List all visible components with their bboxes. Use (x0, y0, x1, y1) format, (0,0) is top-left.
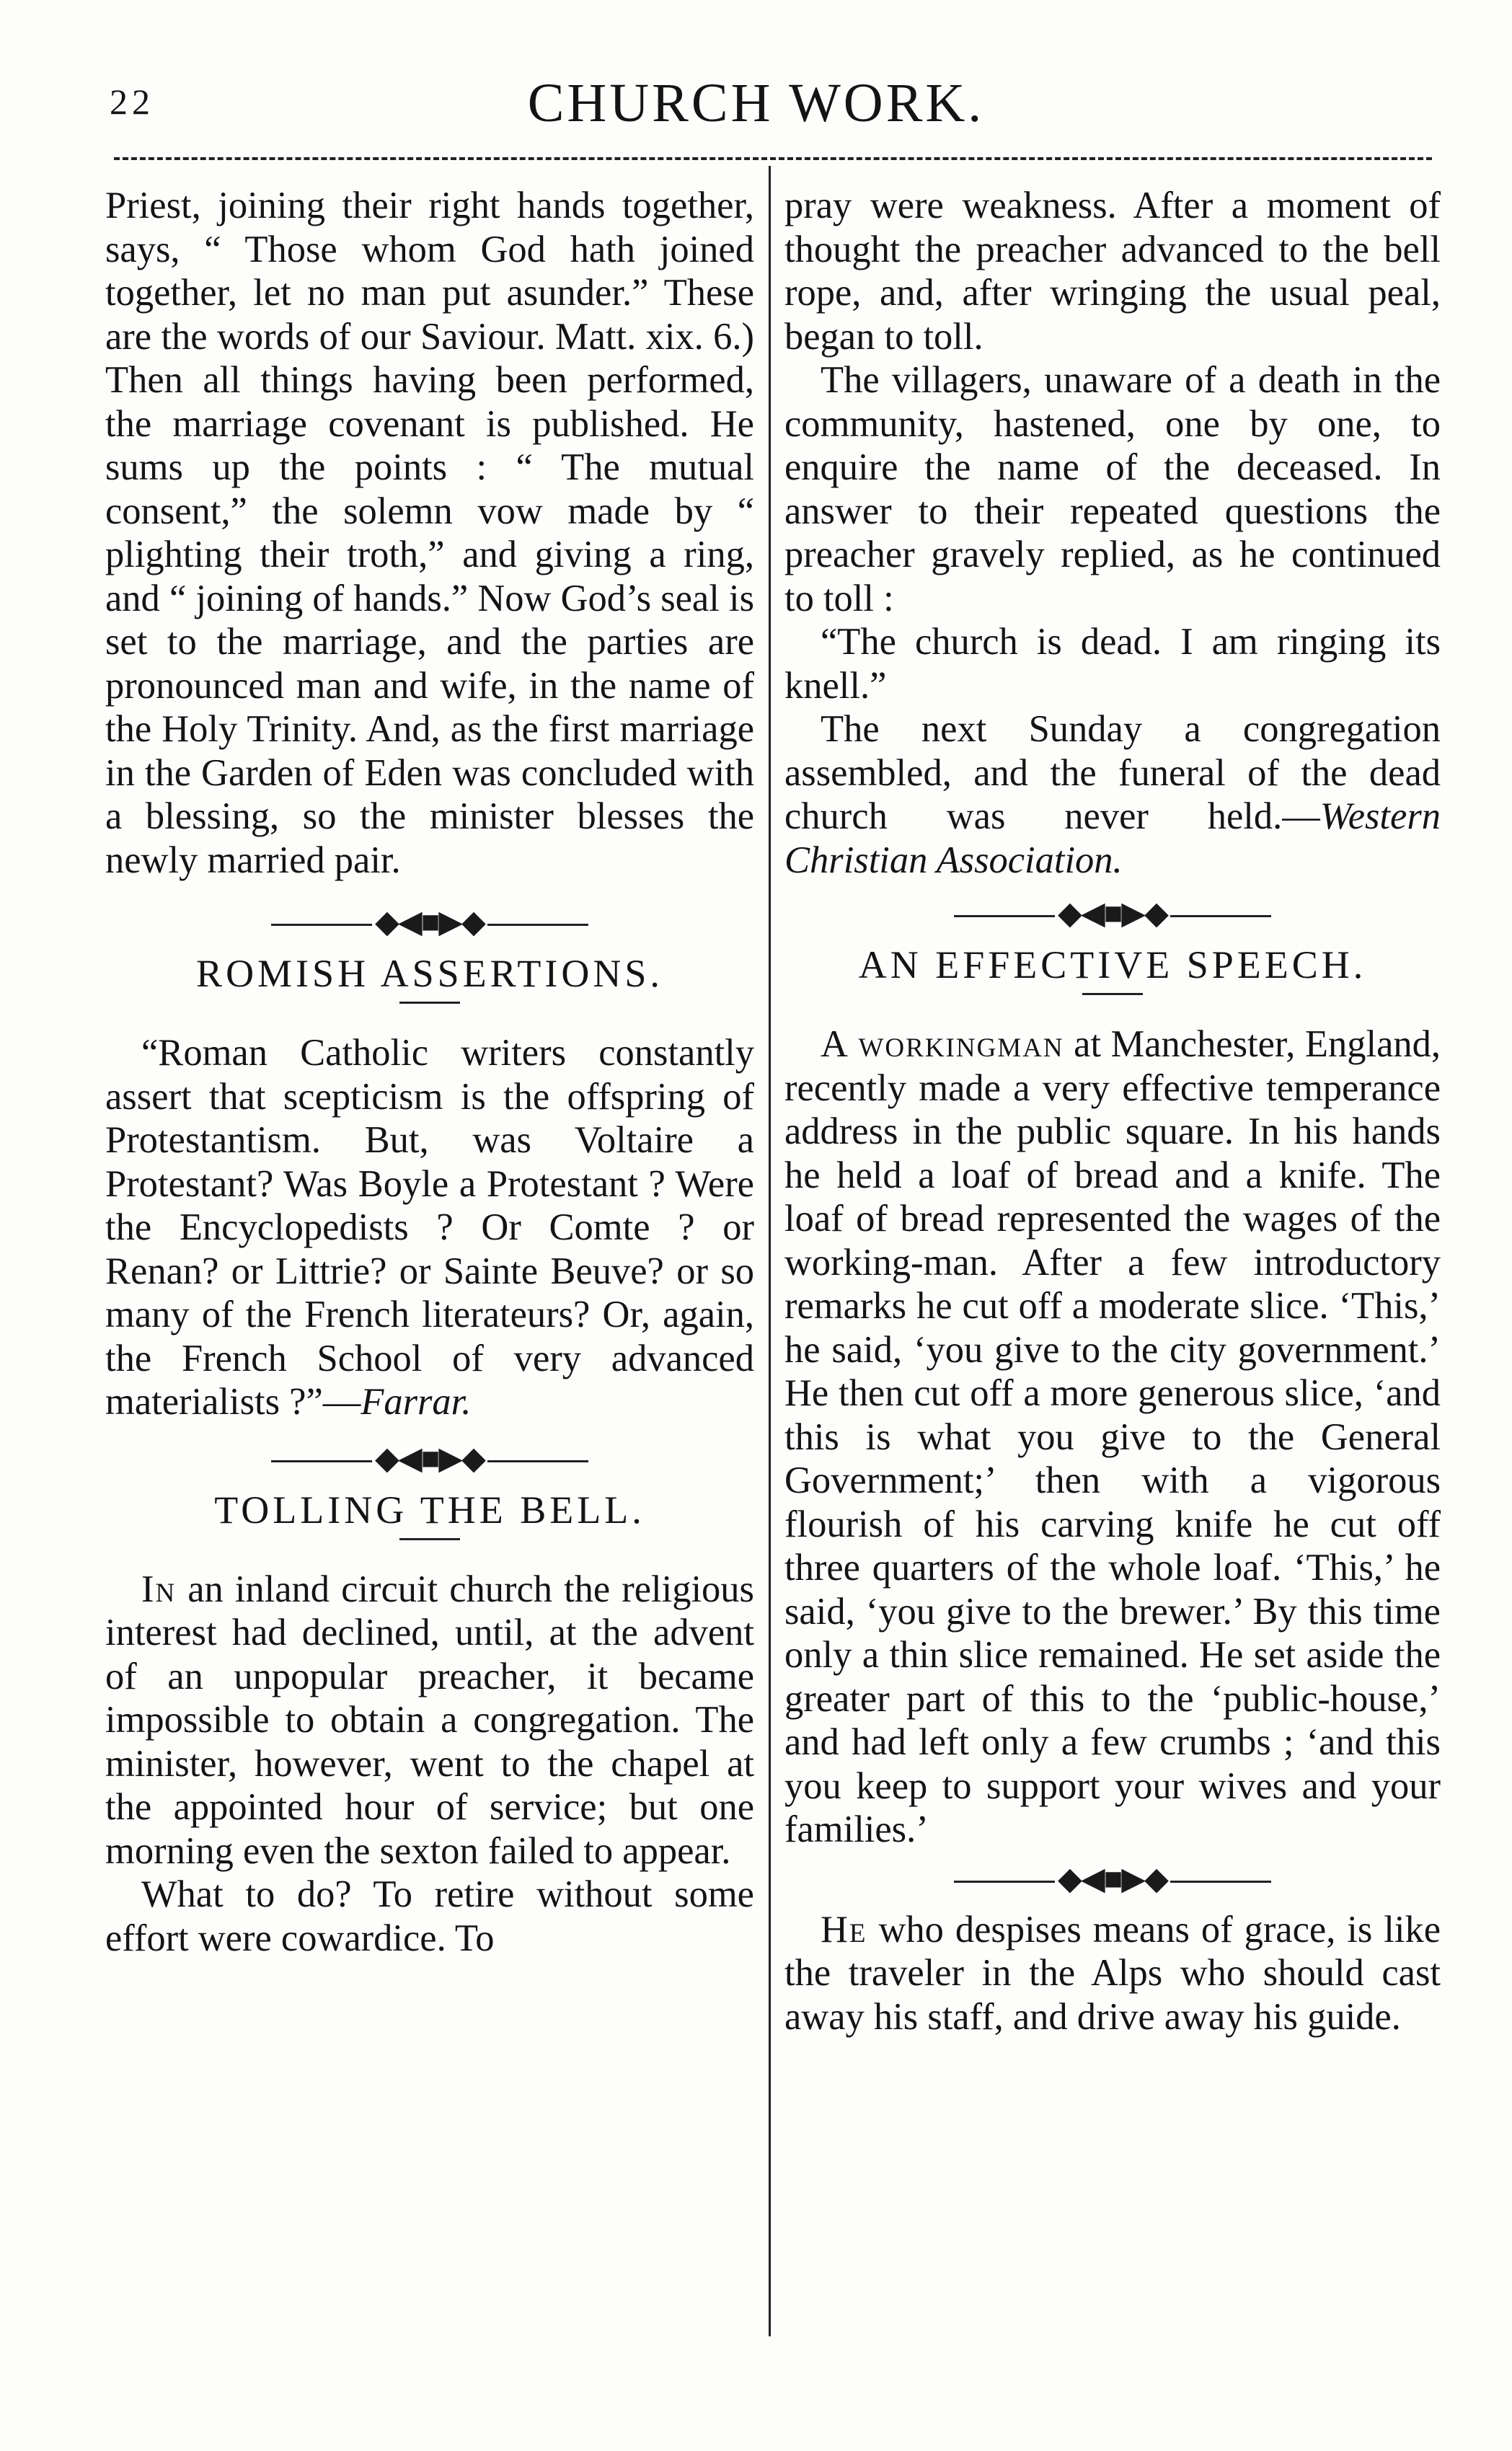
tolling-text-1: an inland circuit church the religious interest had declined, until, at the advent of an unpopular preacher, it became impossible to obtain a congregation. The minister, however, went to the chapel at the appointed hour of service; but one morning even the sexton failed to appear. (105, 1568, 754, 1872)
tolling-attribution: Western Christian Association. (784, 795, 1441, 881)
short-rule (399, 1538, 460, 1558)
ornament-line (487, 1460, 588, 1462)
ornament-line (271, 1460, 372, 1462)
tolling-paragraph-1 (105, 1568, 754, 1873)
marriage-paragraph: Priest, joining their right hands together, says, “ Those whom God hath joined together, let no man put asunder.” These are the words of our Saviour. Matt. xix. 6.) Then all things having been performed, the marriage covenant is published. He sums up the points : “ The mutual consent,” the solemn vow made by “ plighting their troth,” and giving a ring, and “ joining of hands.” Now God’s seal is set to the marriage, and the parties are pronounced man and wife, in the name of the Holy Trinity. And, as the first marriage in the Garden of Eden was concluded with a blessing, so the minister blesses the newly married pair. (105, 185, 754, 881)
column-divider (769, 166, 771, 2336)
ornament-line (1170, 1881, 1271, 1883)
ornament-line (487, 924, 588, 926)
grace-paragraph (784, 1908, 1441, 2039)
section-ornament (784, 892, 1441, 935)
section-ornament (784, 1858, 1441, 1901)
ornament-line (954, 1881, 1055, 1883)
tolling-paragraph-4: “The church is dead. I am ringing its knell.” (784, 621, 1441, 707)
speech-paragraph (784, 1023, 1441, 1852)
ornament-line (1170, 915, 1271, 917)
ornament-glyph: ◆◀■▶◆ (375, 1440, 485, 1476)
grace-dropcap: He (821, 1908, 867, 1951)
section-ornament (105, 1437, 754, 1480)
grace-text: who despises means of grace, is like the traveler in the Alps who should cast away his staff, and drive away his guide. (784, 1908, 1441, 2038)
header-rule (114, 157, 1432, 160)
romish-text: “Roman Catholic writers constantly assert that scepticism is the offspring of Protestantism. But, was Voltaire a Protestant? Was Boyle a Protestant ? Were the Encyclopedists ? Or Comte ? or Renan? or Littrie? or Sainte Beuve? or so many of the French literateurs? Or, again, the French School of very advanced materialists ?”— (105, 1032, 754, 1423)
ornament-line (954, 915, 1055, 917)
ornament-glyph: ◆◀■▶◆ (1058, 896, 1167, 931)
heading-tolling-the-bell: TOLLING THE BELL. (214, 1488, 645, 1532)
running-head: CHURCH WORK. (527, 73, 985, 133)
short-rule (399, 1002, 460, 1021)
ornament-line (271, 924, 372, 926)
ornament-glyph: ◆◀■▶◆ (1058, 1860, 1167, 1896)
tolling-text-5: The next Sunday a congregation assembled, and the funeral of the dead church was never held.— (784, 708, 1441, 837)
speech-text: at Manchester, England, recently made a very effective temperance address in the public square. In his hands he held a loaf of bread and a knife. The loaf of bread represented the wages of the working-man. After a few introductory remarks he cut off a moderate slice. ‘This,’ he said, ‘you give to the city government.’ He then cut off a more generous slice, ‘and this is what you give to the General Government;’ then with a vigorous flourish of his carving knife he cut off three quarters of the whole loaf. ‘This,’ he said, ‘you give to the brewer.’ By this time only a thin slice remained. He set aside the greater part of this to the ‘public-house,’ and had left only a few crumbs ; ‘and this you keep to support your wives and your families.’ (784, 1023, 1441, 1850)
tolling-paragraph-2-continued: pray were weakness. After a moment of thought the preacher advanced to the bell rope, and, after wringing the usual peal, began to toll. (784, 185, 1441, 358)
page-number: 22 (110, 81, 154, 122)
short-rule (1082, 993, 1143, 1012)
tolling-paragraph-5 (784, 707, 1441, 882)
right-column (784, 184, 1441, 2039)
heading-effective-speech: AN EFFECTIVE SPEECH. (858, 943, 1367, 986)
tolling-dropcap: In (141, 1568, 177, 1610)
tolling-paragraph-2: What to do? To retire without some effort were cowardice. To (105, 1873, 754, 1959)
ornament-glyph: ◆◀■▶◆ (375, 904, 485, 940)
speech-dropcap: A workingman (821, 1023, 1064, 1065)
romish-attribution: Farrar. (361, 1381, 472, 1423)
tolling-paragraph-3: The villagers, unaware of a death in the community, hastened, one by one, to enquire the name of the deceased. In answer to their repeated questions the preacher gravely replied, as he continued to toll : (784, 359, 1441, 619)
heading-romish-assertions: ROMISH ASSERTIONS. (196, 952, 663, 995)
section-ornament (105, 901, 754, 944)
romish-paragraph (105, 1031, 754, 1424)
left-column (105, 184, 754, 1960)
